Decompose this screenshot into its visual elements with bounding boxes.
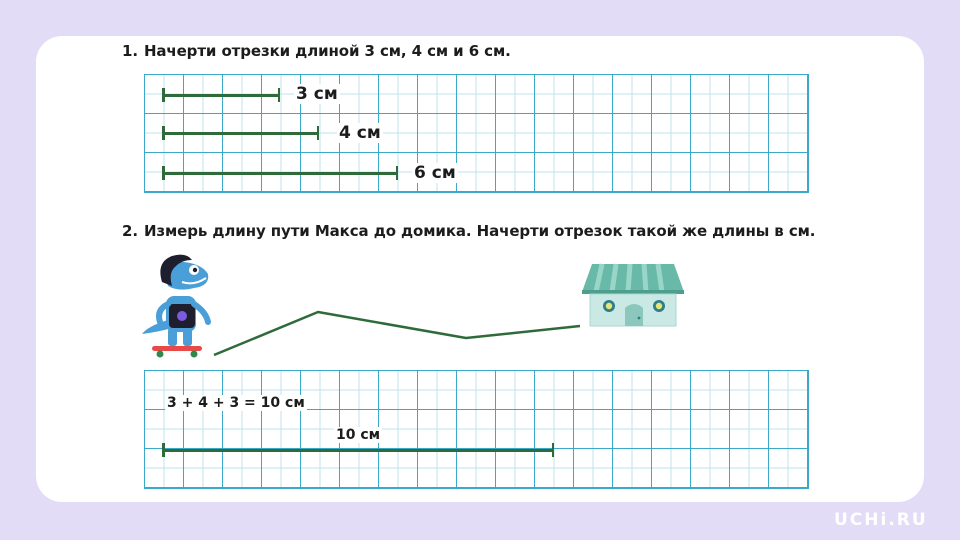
house-illustration xyxy=(580,262,686,328)
segment-10cm xyxy=(163,449,553,452)
task-1-number: 1. xyxy=(122,42,138,60)
task-2-text: Измерь длину пути Макса до домика. Начерти отрезок такой же длины в см. xyxy=(143,222,816,240)
segment-10cm-label: 10 см xyxy=(336,427,381,443)
grid-task-2 xyxy=(144,370,809,489)
task-2-number: 2. xyxy=(122,222,138,240)
segment-6cm-label: 6 см xyxy=(414,163,456,183)
task-1-text: Начерти отрезки длиной 3 см, 4 см и 6 см. xyxy=(143,42,511,60)
segment-4cm-label: 4 см xyxy=(339,123,381,143)
uchi-ru-logo: UCHi.RU xyxy=(834,510,928,530)
path-length-equation: 3 + 4 + 3 = 10 см xyxy=(167,395,305,411)
segment-3cm-label: 3 см xyxy=(296,84,338,104)
